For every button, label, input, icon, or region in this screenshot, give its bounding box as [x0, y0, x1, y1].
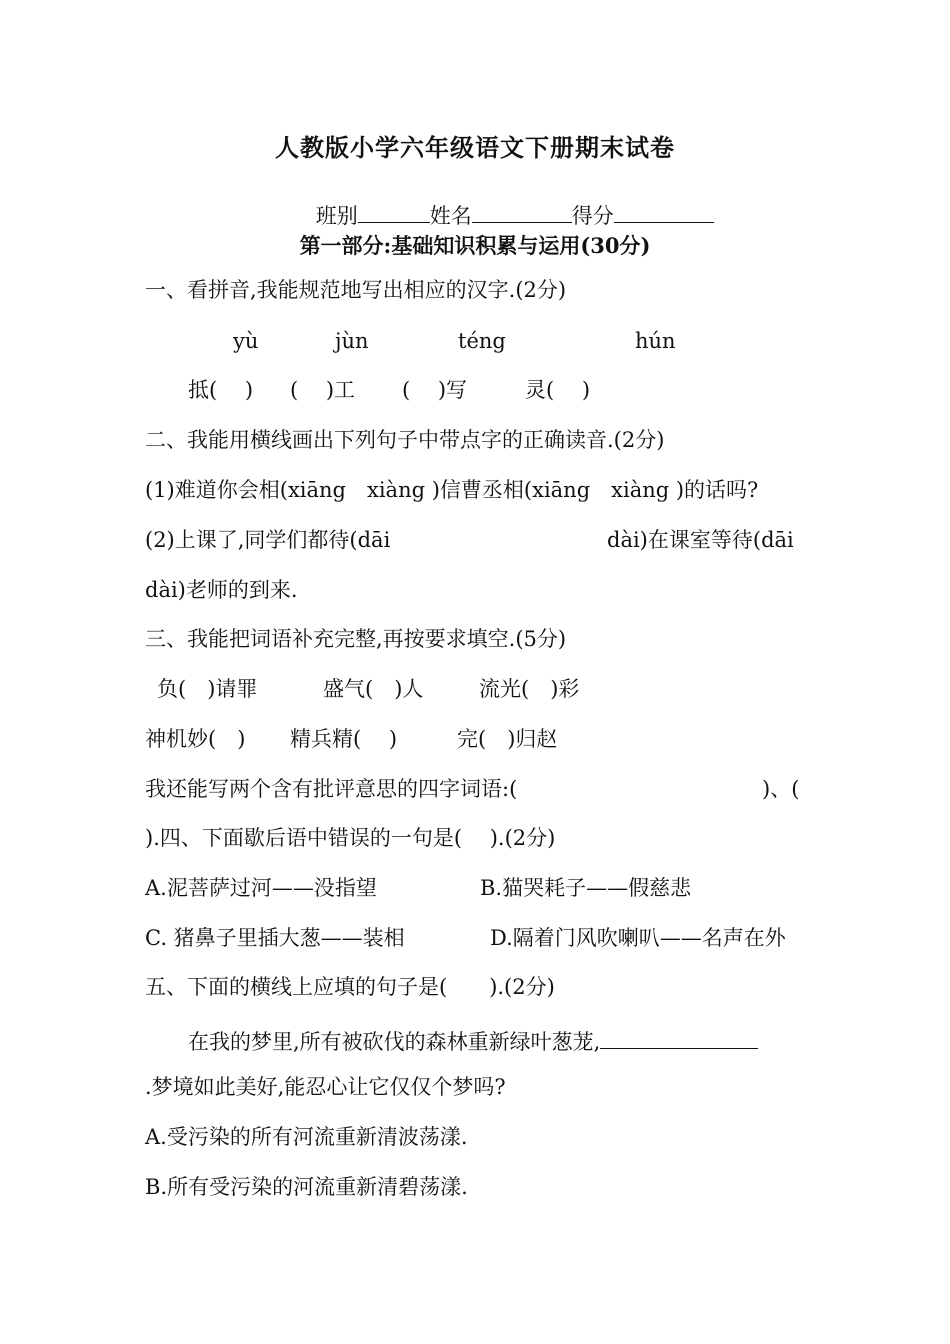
q3-idiom-4[interactable]: 神机妙( ) — [145, 727, 246, 751]
name-label: 姓名 — [429, 204, 472, 228]
q3-idiom-3[interactable]: 流光( )彩 — [479, 677, 580, 701]
q5-answer-blank[interactable] — [600, 1027, 758, 1049]
q2-sentence-2a: (2)上课了,同学们都待(dāi — [145, 528, 391, 552]
q1-stem: 一、看拼音,我能规范地写出相应的汉字.(2分) — [145, 278, 567, 302]
name-blank[interactable] — [472, 201, 572, 223]
pinyin-1: yù — [233, 329, 259, 353]
q3-extra-a: 我还能写两个含有批评意思的四字词语:( — [145, 777, 518, 801]
score-blank[interactable] — [614, 201, 714, 223]
q5-passage-b: .梦境如此美好,能忍心让它仅仅个梦吗? — [145, 1075, 506, 1099]
q2-stem: 二、我能用横线画出下列句子中带点字的正确读音.(2分) — [145, 428, 665, 452]
q5-option-b[interactable]: B.所有受污染的河流重新清碧荡漾. — [145, 1175, 468, 1199]
page-title: 人教版小学六年级语文下册期末试卷 — [275, 133, 675, 162]
q4-option-a[interactable]: A.泥菩萨过河——没指望 — [145, 876, 377, 900]
class-label: 班别 — [315, 204, 358, 228]
q1-blank-1[interactable]: 抵( ) — [188, 378, 254, 402]
q2-sentence-1: (1)难道你会相(xiāng xiàng )信曹丞相(xiāng xiàng )的话吗? — [145, 478, 759, 502]
q3-extra-b: )、( — [762, 777, 800, 801]
pinyin-2: jùn — [335, 329, 369, 353]
q2-sentence-2c: dài)老师的到来. — [145, 578, 298, 602]
q3-idiom-6[interactable]: 完( )归赵 — [457, 727, 558, 751]
q1-blank-2[interactable]: ( )工 — [290, 378, 356, 402]
q3-stem: 三、我能把词语补充完整,再按要求填空.(5分) — [145, 627, 567, 651]
q5-stem: 五、下面的横线上应填的句子是( ).(2分) — [145, 975, 555, 999]
q4-option-c[interactable]: C. 猪鼻子里插大葱——装相 — [145, 926, 405, 950]
q3-idiom-1[interactable]: 负( )请罪 — [157, 677, 258, 701]
q5-passage-line-1 — [188, 1027, 758, 1053]
q4-stem: ).四、下面歇后语中错误的一句是( ).(2分) — [145, 826, 556, 850]
q5-passage-a: 在我的梦里,所有被砍伐的森林重新绿叶葱茏, — [188, 1030, 601, 1054]
score-label: 得分 — [571, 204, 614, 228]
section-heading: 第一部分:基础知识积累与运用(30分) — [299, 233, 651, 258]
pinyin-3: téng — [458, 329, 506, 353]
q3-idiom-5[interactable]: 精兵精( ) — [290, 727, 398, 751]
q1-blank-3[interactable]: ( )写 — [402, 378, 468, 402]
q4-option-b[interactable]: B.猫哭耗子——假慈悲 — [480, 876, 692, 900]
q2-sentence-2b: dài)在课室等待(dāi — [607, 528, 794, 552]
pinyin-4: hún — [635, 329, 676, 353]
class-blank[interactable] — [358, 201, 430, 223]
q3-idiom-2[interactable]: 盛气( )人 — [323, 677, 424, 701]
q5-option-a[interactable]: A.受污染的所有河流重新清波荡漾. — [145, 1125, 468, 1149]
q1-blank-4[interactable]: 灵( ) — [525, 378, 591, 402]
q4-option-d[interactable]: D.隔着门风吹喇叭——名声在外 — [490, 926, 786, 950]
